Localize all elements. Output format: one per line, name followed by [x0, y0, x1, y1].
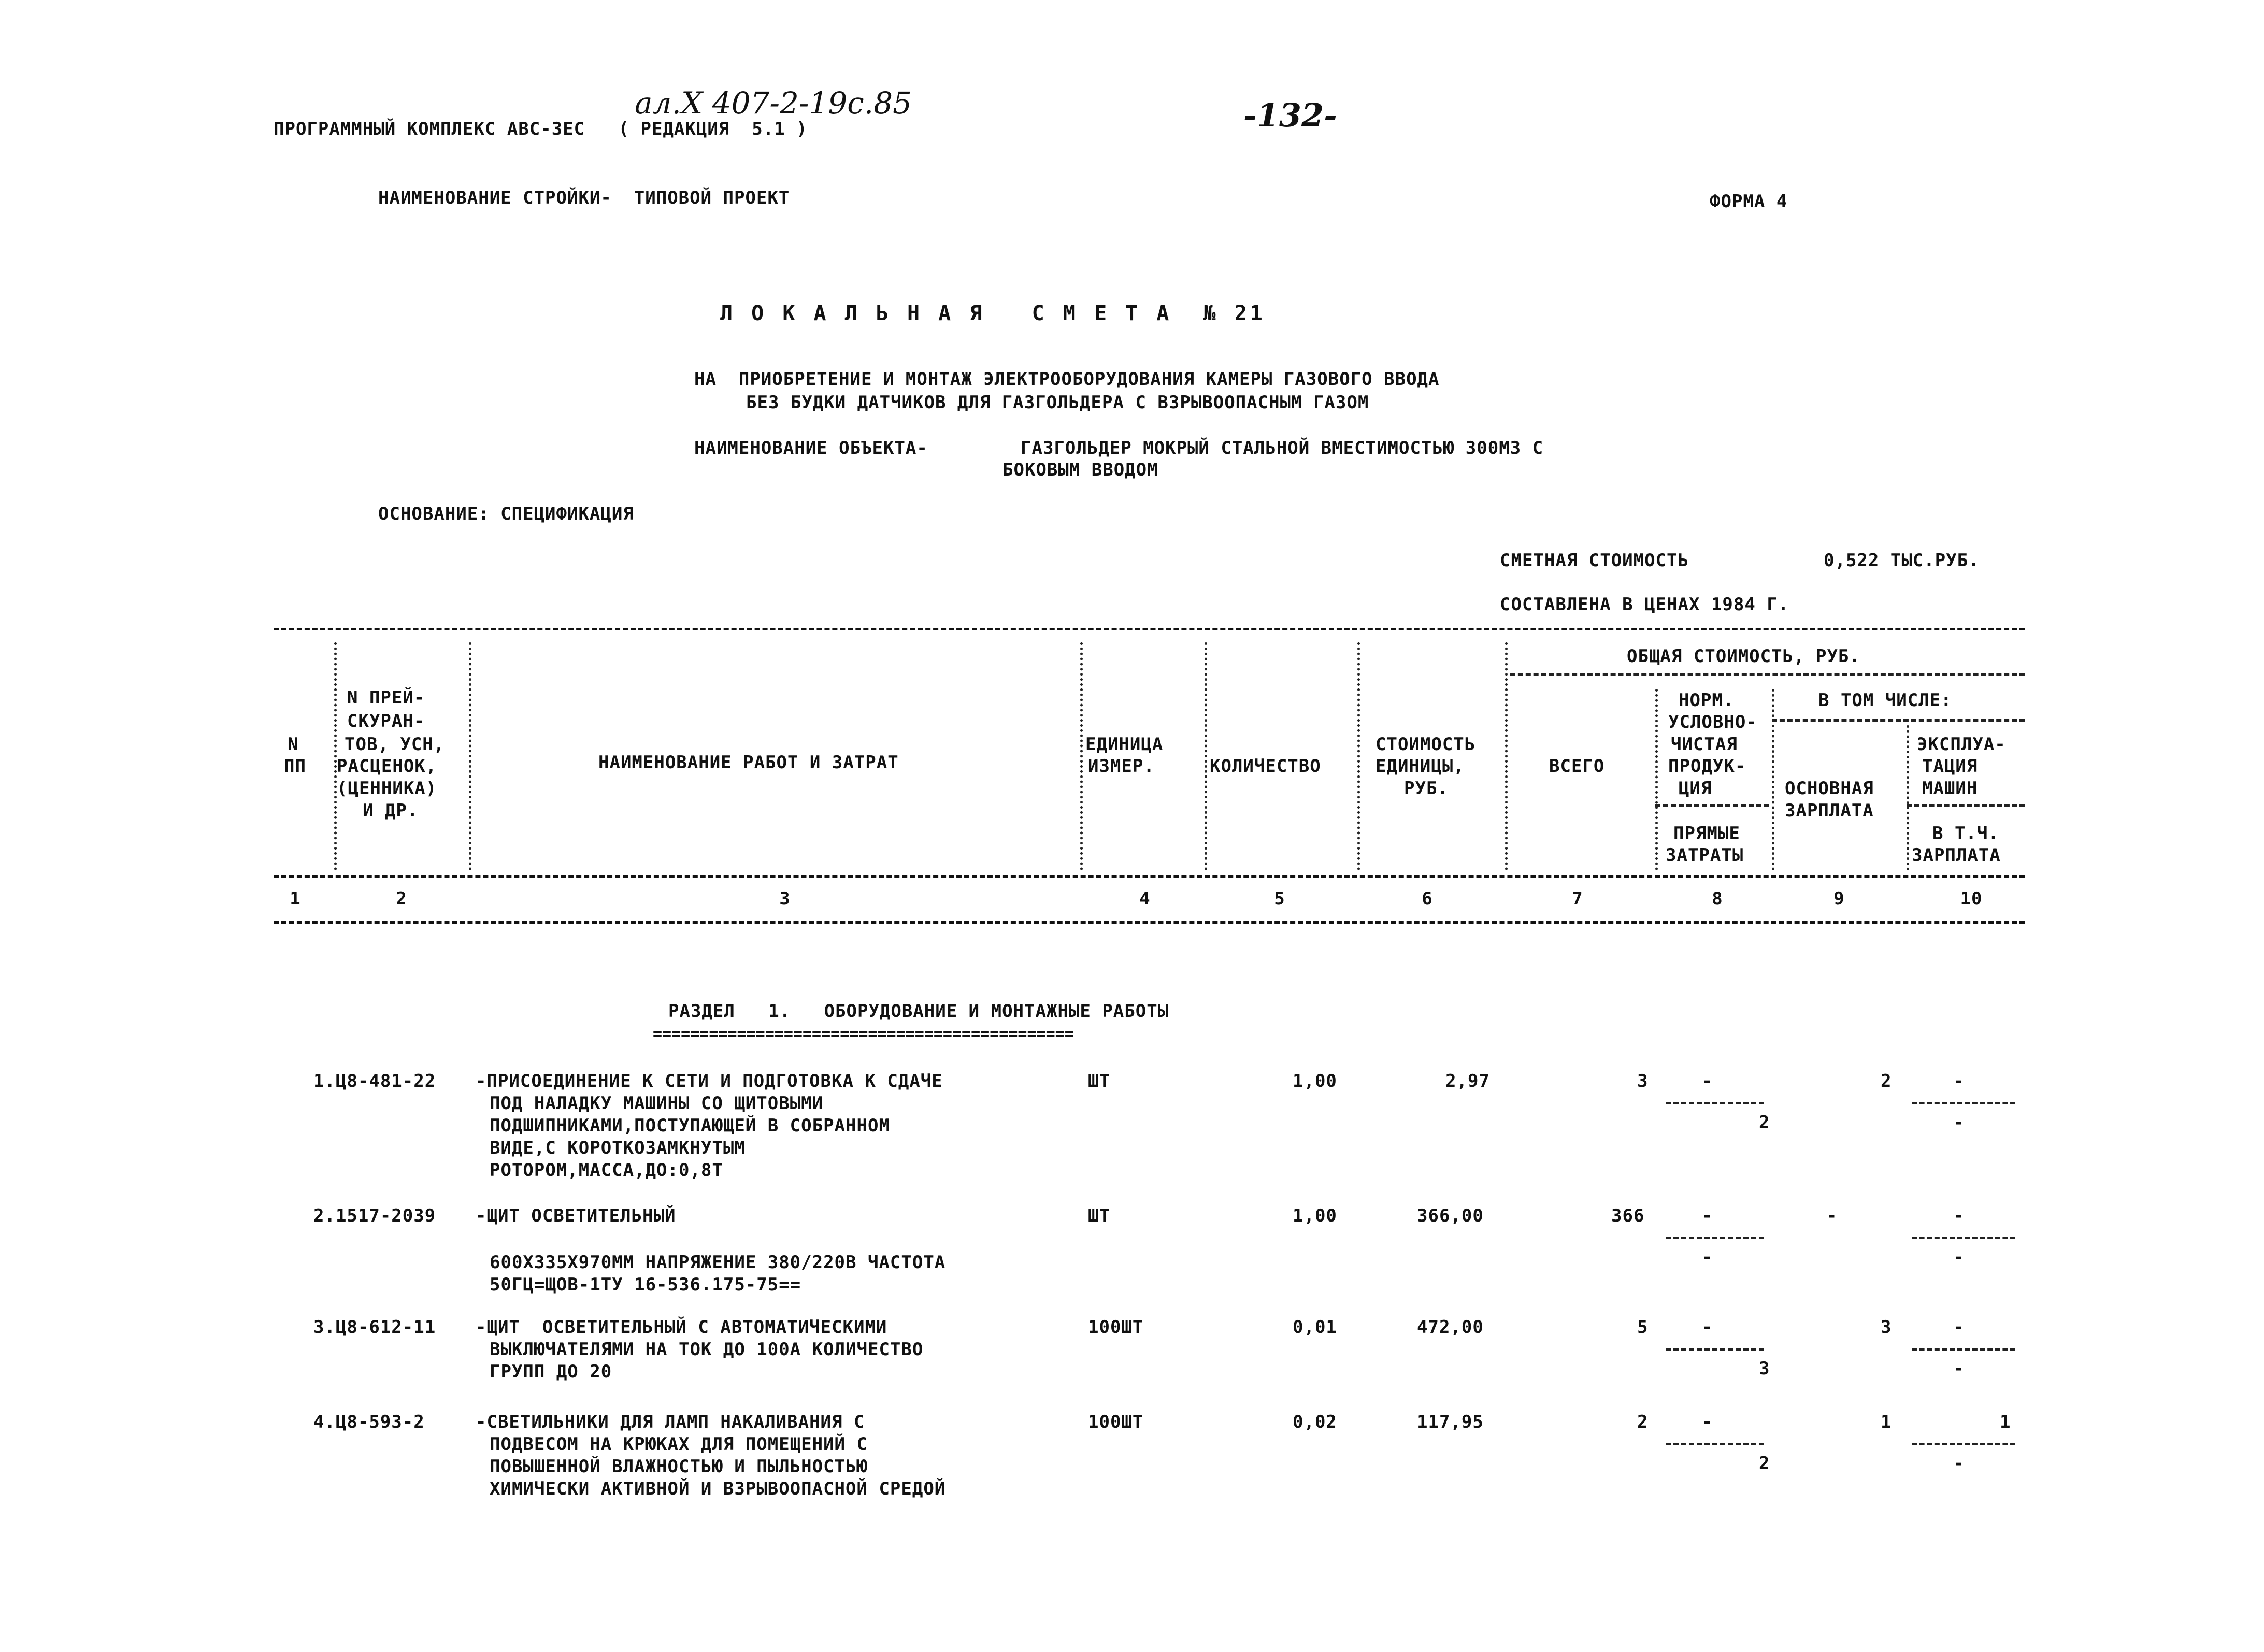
row-code: 4.Ц8-593-2	[313, 1412, 425, 1432]
header-col-7: ВСЕГО	[1549, 756, 1605, 777]
row-col-10-bottom: -	[1953, 1453, 1965, 1474]
purpose-line-2: БЕЗ БУДКИ ДАТЧИКОВ ДЛЯ ГАЗГОЛЬДЕРА С ВЗРЫВООПАСНЫМ ГАЗОМ	[746, 392, 1369, 413]
header-col-2-line-2: СКУРАН-	[347, 711, 425, 731]
header-col-8-bottom-line-2: ЗАТРАТЫ	[1666, 845, 1744, 866]
row-unit: 100ШТ	[1088, 1412, 1144, 1432]
header-col-6-line-3: РУБ.	[1404, 778, 1449, 799]
header-col-3: НАИМЕНОВАНИЕ РАБОТ И ЗАТРАТ	[598, 752, 899, 773]
section-title: РАЗДЕЛ 1. ОБОРУДОВАНИЕ И МОНТАЖНЫЕ РАБОТЫ	[668, 1001, 1169, 1022]
page-number: -132-	[1243, 96, 1337, 134]
header-col-10-top-line-1: ЭКСПЛУА-	[1917, 734, 2006, 755]
handwritten-reference: ал.Х 407-2-19с.85	[635, 85, 912, 121]
header-col-4-line-2: ИЗМЕР.	[1088, 756, 1155, 777]
row-col-10-divider	[1912, 1443, 2015, 1445]
row-desc-line: ПОДШИПНИКАМИ,ПОСТУПАЮЩЕЙ В СОБРАННОМ	[490, 1115, 890, 1136]
header-col-10-top-line-3: МАШИН	[1922, 778, 1978, 799]
header-col-10-top-line-2: ТАЦИЯ	[1922, 756, 1978, 777]
row-quantity: 1,00	[1293, 1071, 1337, 1091]
header-top-rule	[274, 628, 2025, 630]
col-separator	[334, 642, 337, 870]
row-col-10-divider	[1912, 1348, 2015, 1351]
row-desc-line: 50ГЦ=ЩОВ-1ТУ 16-536.175-75==	[490, 1274, 801, 1295]
object-line-1: ГАЗГОЛЬДЕР МОКРЫЙ СТАЛЬНОЙ ВМЕСТИМОСТЬЮ 300М3 С	[1021, 438, 1544, 458]
basis-line: ОСНОВАНИЕ: СПЕЦИФИКАЦИЯ	[378, 504, 634, 524]
row-code: 1.Ц8-481-22	[313, 1071, 436, 1091]
row-unit-price: 2,97	[1445, 1071, 1490, 1091]
header-col-8-bottom-line-1: ПРЯМЫЕ	[1673, 823, 1740, 844]
row-col-8-top: -	[1702, 1412, 1713, 1432]
header-col-8-top-line-5: ЦИЯ	[1679, 778, 1712, 799]
object-label: НАИМЕНОВАНИЕ ОБЪЕКТА-	[694, 438, 928, 458]
row-col-10-top: -	[1953, 1071, 1965, 1091]
header-col-2-line-5: (ЦЕННИКА)	[337, 778, 437, 799]
row-col-8-top: -	[1702, 1071, 1713, 1091]
section-underline: =============================================	[653, 1025, 1074, 1043]
row-col-10-divider	[1912, 1102, 2015, 1104]
row-col-8-divider	[1666, 1348, 1764, 1351]
header-bottom-rule	[274, 921, 2025, 924]
row-desc-line: ВЫКЛЮЧАТЕЛЯМИ НА ТОК ДО 100А КОЛИЧЕСТВО	[490, 1339, 924, 1360]
column-number: 3	[779, 888, 791, 909]
row-unit-price: 366,00	[1417, 1205, 1484, 1226]
row-desc-line: ВИДЕ,С КОРОТКОЗАМКНУТЫМ	[490, 1138, 746, 1158]
estimated-cost-label: СМЕТНАЯ СТОИМОСТЬ	[1500, 550, 1689, 571]
row-col-10-top: -	[1953, 1317, 1965, 1338]
header-col-2-line-4: РАСЦЕНОК,	[337, 756, 437, 777]
header-col-8-top-line-4: ПРОДУК-	[1668, 756, 1746, 777]
header-col-1-line-1: N	[288, 734, 299, 755]
column-number: 2	[396, 888, 407, 909]
row-quantity: 0,01	[1293, 1317, 1337, 1338]
row-unit-price: 117,95	[1417, 1412, 1484, 1432]
col-separator	[1357, 642, 1360, 870]
header-col-1-line-2: ПП	[284, 756, 306, 777]
row-quantity: 1,00	[1293, 1205, 1337, 1226]
row-desc-line: -СВЕТИЛЬНИКИ ДЛЯ ЛАМП НАКАЛИВАНИЯ С	[476, 1412, 865, 1432]
prices-note: СОСТАВЛЕНА В ЦЕНАХ 1984 Г.	[1500, 594, 1789, 615]
col-separator	[469, 642, 471, 870]
row-col-8-divider	[1666, 1237, 1764, 1239]
row-col-10-top: -	[1953, 1205, 1965, 1226]
header-col-10-divider	[1907, 804, 2025, 807]
column-number: 8	[1712, 888, 1723, 909]
column-number: 9	[1833, 888, 1845, 909]
purpose-line-1: НА ПРИОБРЕТЕНИЕ И МОНТАЖ ЭЛЕКТРООБОРУДОВАНИЯ КАМЕРЫ ГАЗОВОГО ВВОДА	[694, 369, 1440, 390]
row-col-9: 1	[1881, 1412, 1892, 1432]
header-including-underline	[1772, 719, 2025, 722]
header-col-9-line-2: ЗАРПЛАТА	[1785, 800, 1874, 821]
header-col-4-line-1: ЕДИНИЦА	[1085, 734, 1164, 755]
header-total-cost: ОБЩАЯ СТОИМОСТЬ, РУБ.	[1627, 646, 1860, 667]
row-total: 366	[1611, 1205, 1645, 1226]
row-col-8-bottom: 3	[1759, 1358, 1770, 1379]
row-desc-line: -ЩИТ ОСВЕТИТЕЛЬНЫЙ	[476, 1205, 676, 1226]
header-col-2-line-1: N ПРЕЙ-	[347, 687, 425, 708]
col-separator	[1080, 642, 1083, 870]
row-code: 2.1517-2039	[313, 1205, 436, 1226]
header-col-2-line-6: И ДР.	[363, 800, 419, 821]
header-mid-rule	[274, 875, 2025, 878]
header-col-5: КОЛИЧЕСТВО	[1210, 756, 1321, 777]
row-col-8-top: -	[1702, 1205, 1713, 1226]
header-col-8-top-line-1: НОРМ.	[1679, 690, 1735, 711]
header-col-6-line-1: СТОИМОСТЬ	[1375, 734, 1476, 755]
row-desc-line: РОТОРОМ,МАССА,ДО:0,8Т	[490, 1160, 723, 1181]
header-including: В ТОМ ЧИСЛЕ:	[1818, 690, 1952, 711]
row-col-10-top: 1	[2000, 1412, 2011, 1432]
row-col-8-divider	[1666, 1443, 1764, 1445]
col-separator	[1205, 642, 1207, 870]
column-number: 10	[1960, 888, 1983, 909]
construction-name: НАИМЕНОВАНИЕ СТРОЙКИ- ТИПОВОЙ ПРОЕКТ	[378, 188, 790, 208]
row-col-10-divider	[1912, 1237, 2015, 1239]
header-col-10-bottom-line-2: ЗАРПЛАТА	[1912, 845, 2001, 866]
col-separator	[1772, 689, 1774, 870]
row-total: 3	[1637, 1071, 1649, 1091]
row-desc-line: ХИМИЧЕСКИ АКТИВНОЙ И ВЗРЫВООПАСНОЙ СРЕДОЙ	[490, 1478, 946, 1499]
row-desc-line: 600Х335Х970ММ НАПРЯЖЕНИЕ 380/220В ЧАСТОТА	[490, 1252, 946, 1273]
estimated-cost-value: 0,522 ТЫС.РУБ.	[1824, 550, 1980, 571]
col-separator	[1907, 725, 1909, 870]
row-col-9: 3	[1881, 1317, 1892, 1338]
header-total-cost-underline	[1510, 673, 2025, 676]
column-number: 4	[1139, 888, 1151, 909]
header-col-6-line-2: ЕДИНИЦЫ,	[1375, 756, 1465, 777]
row-col-10-bottom: -	[1953, 1112, 1965, 1133]
row-unit: 100ШТ	[1088, 1317, 1144, 1338]
object-line-2: БОКОВЫМ ВВОДОМ	[1002, 459, 1158, 480]
form-label: ФОРМА 4	[1710, 191, 1788, 212]
row-desc-line: ПОДВЕСОМ НА КРЮКАХ ДЛЯ ПОМЕЩЕНИЙ С	[490, 1434, 868, 1455]
row-col-9: 2	[1881, 1071, 1892, 1091]
column-number: 7	[1572, 888, 1583, 909]
column-number: 6	[1422, 888, 1433, 909]
row-total: 2	[1637, 1412, 1649, 1432]
col-separator	[1505, 642, 1508, 870]
row-col-8-top: -	[1702, 1317, 1713, 1338]
document-title: Л О К А Л Ь Н А Я С М Е Т А № 21	[720, 301, 1266, 325]
program-line: ПРОГРАММНЫЙ КОМПЛЕКС АВС-ЗЕС ( РЕДАКЦИЯ 5.1 )	[274, 119, 808, 139]
header-col-8-top-line-2: УСЛОВНО-	[1668, 712, 1757, 732]
row-code: 3.Ц8-612-11	[313, 1317, 436, 1338]
row-col-10-bottom: -	[1953, 1358, 1965, 1379]
row-desc-line: -ЩИТ ОСВЕТИТЕЛЬНЫЙ С АВТОМАТИЧЕСКИМИ	[476, 1317, 887, 1338]
row-col-8-divider	[1666, 1102, 1764, 1104]
row-col-8-bottom: 2	[1759, 1112, 1770, 1133]
row-unit-price: 472,00	[1417, 1317, 1484, 1338]
row-col-9: -	[1826, 1205, 1838, 1226]
column-number: 1	[290, 888, 301, 909]
row-quantity: 0,02	[1293, 1412, 1337, 1432]
column-number: 5	[1274, 888, 1285, 909]
row-col-8-bottom: 2	[1759, 1453, 1770, 1474]
row-desc-line: ПОВЫШЕННОЙ ВЛАЖНОСТЬЮ И ПЫЛЬНОСТЬЮ	[490, 1456, 868, 1477]
header-col-10-bottom-line-1: В Т.Ч.	[1932, 823, 1999, 844]
row-desc-line: ПОД НАЛАДКУ МАШИНЫ СО ЩИТОВЫМИ	[490, 1093, 824, 1114]
row-desc-line: ГРУПП ДО 20	[490, 1361, 612, 1382]
header-col-9-line-1: ОСНОВНАЯ	[1785, 778, 1874, 799]
row-desc-line: -ПРИСОЕДИНЕНИЕ К СЕТИ И ПОДГОТОВКА К СДАЧЕ	[476, 1071, 943, 1091]
header-col-2-line-3: ТОВ, УСН,	[345, 734, 445, 755]
row-total: 5	[1637, 1317, 1649, 1338]
row-unit: ШТ	[1088, 1071, 1110, 1091]
header-col-8-divider	[1655, 804, 1769, 807]
header-col-8-top-line-3: ЧИСТАЯ	[1671, 734, 1738, 755]
row-col-10-bottom: -	[1953, 1247, 1965, 1268]
col-separator	[1655, 689, 1658, 870]
row-col-8-bottom: -	[1702, 1247, 1713, 1268]
row-unit: ШТ	[1088, 1205, 1110, 1226]
